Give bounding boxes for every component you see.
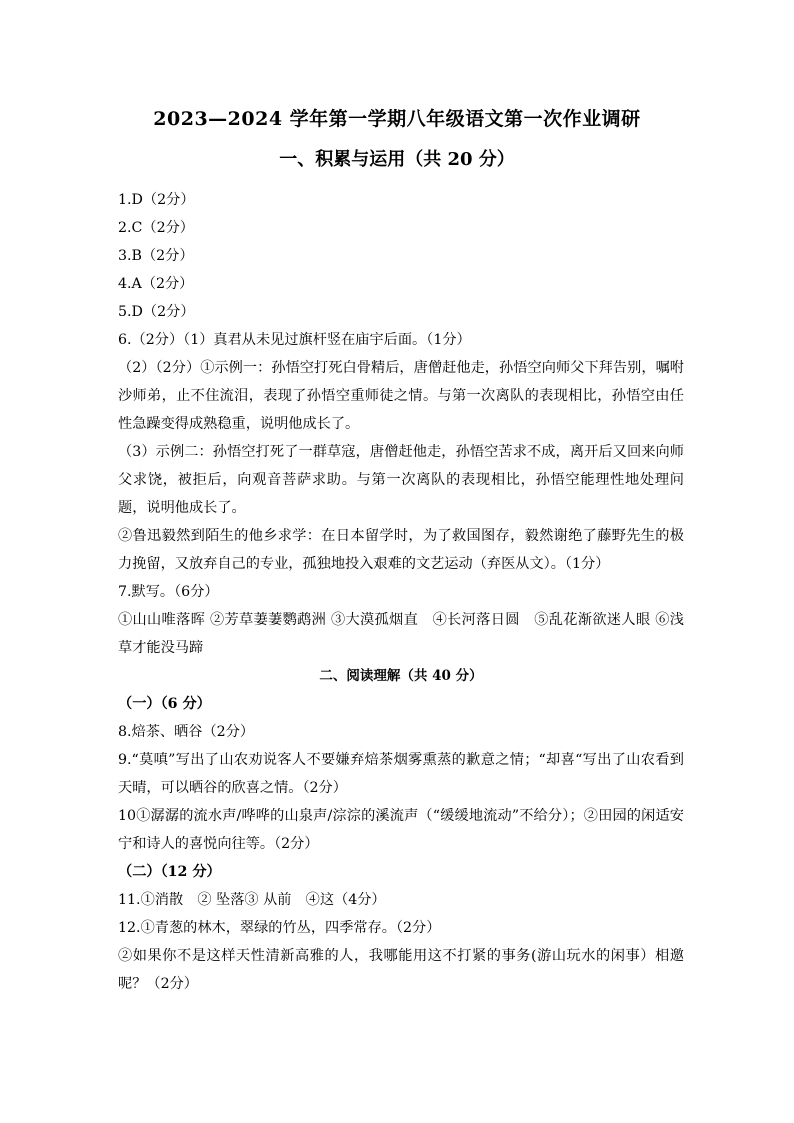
section-heading-accumulation: 一、积累与运用（共 20 分） <box>279 149 515 170</box>
answer-line-12-1: 12.①青葱的林木，翠绿的竹丛，四季常存。（2分） <box>118 920 441 936</box>
answer-line-12-2: ②如果你不是这样天性清新高雅的人，我哪能用这不打紧的事务(游山玩水的闲事）相邀呢？（2分） <box>118 948 684 992</box>
answer-line-6: 6.（2分）（1）真君从未见过旗杆竖在庙宇后面。（1分） <box>118 332 471 348</box>
answer-line-2: 2.C（2分） <box>118 220 194 236</box>
answer-line-10: 10①潺潺的流水声/哗哗的山泉声/淙淙的溪流声（“缓缓地流动”不给分）；②田园的闲适安宁和诗人的喜悦向往等。（2分） <box>118 808 684 852</box>
document-title: 2023—2024 学年第一学期八年级语文第一次作业调研 <box>153 108 641 130</box>
answer-6-luxun: ②鲁迅毅然到陌生的他乡求学：在日本留学时，为了救国图存，毅然谢绝了藤野先生的极力挽留，又放弃自己的专业，孤独地投入艰难的文艺运动（弃医从文）。（1分） <box>118 528 684 572</box>
part-heading-1: （一）（6 分） <box>118 696 211 712</box>
answer-line-8: 8.焙茶、晒谷（2分） <box>118 724 255 740</box>
answer-line-9: 9.“莫嗔”写出了山农劝说客人不要嫌弃焙茶烟雾熏蒸的歉意之情；“却喜“写出了山农看到天晴，可以晒谷的欣喜之情。（2分） <box>118 752 684 796</box>
answer-line-7: 7.默写。（6分） <box>118 584 219 600</box>
answer-line-3: 3.B（2分） <box>118 248 194 264</box>
answer-line-1: 1.D（2分） <box>118 192 195 208</box>
answer-line-11: 11.①消散 ② 坠落③ 从前 ④这（4分） <box>118 892 386 908</box>
part-heading-2: （二）（12 分） <box>118 864 221 880</box>
answer-6-2: （2）（2分）①示例一：孙悟空打死白骨精后，唐僧赶他走，孙悟空向师父下拜告别，嘱咐沙师弟，止不住流泪，表现了孙悟空重师徒之情。与第一次离队的表现相比，孙悟空由任性急躁变得成熟稳重，说明他成长了。 <box>118 360 684 432</box>
answer-7-dictation: ①山山唯落晖 ②芳草萋萋鹦鹉洲 ③大漠孤烟直 ④长河落日圆 ⑤乱花渐欲迷人眼 ⑥浅草才能没马蹄 <box>118 612 684 656</box>
answer-body <box>118 186 684 998</box>
answer-6-3: （3）示例二：孙悟空打死了一群草寇，唐僧赶他走，孙悟空苦求不成，离开后又回来向师父求饶，被拒后，向观音菩萨求助。与第一次离队的表现相比，孙悟空能理性地处理问题，说明他成长了。 <box>118 444 684 516</box>
answer-line-5: 5.D（2分） <box>118 304 195 320</box>
answer-line-4: 4.A（2分） <box>118 276 194 292</box>
section-heading-reading: 二、阅读理解（共 40 分） <box>319 668 483 684</box>
